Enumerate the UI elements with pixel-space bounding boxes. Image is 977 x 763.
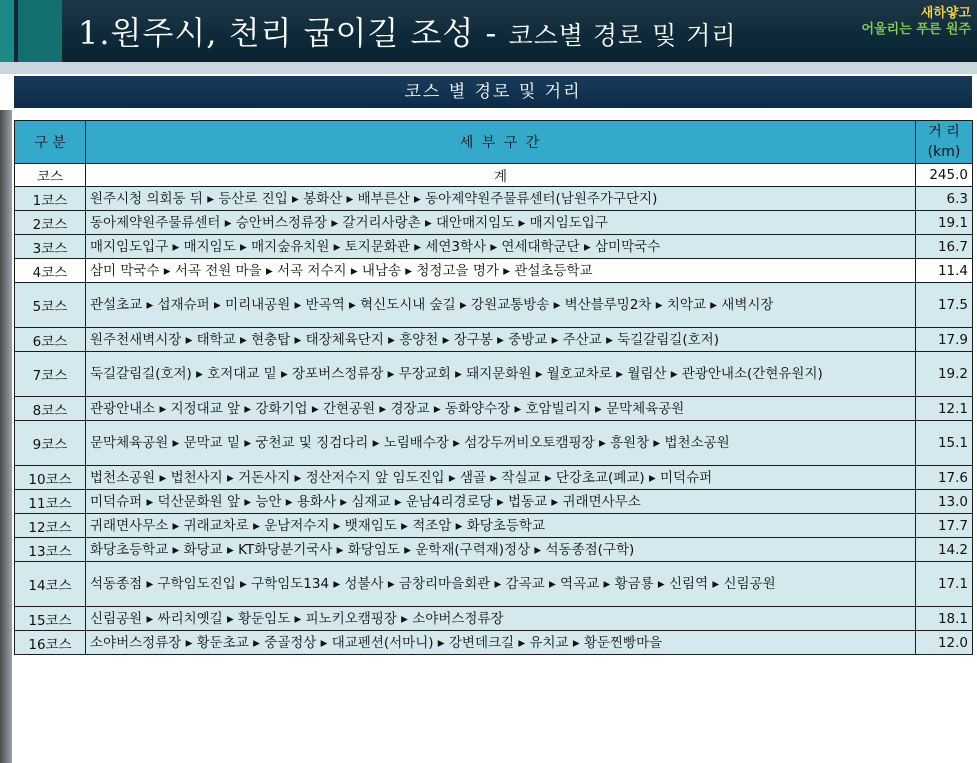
total-value: 245.0 — [916, 164, 973, 187]
distance-cell: 12.0 — [916, 631, 973, 655]
route-cell: 석동종점 ▸ 구학임도진입 ▸ 구학임도134 ▸ 성불사 ▸ 금창리마을회관 ▸ 감곡교 ▸ 역곡교 ▸ 황금룡 ▸ 신림역 ▸ 신림공원 — [86, 562, 916, 607]
distance-cell: 17.1 — [916, 562, 973, 607]
distance-cell: 12.1 — [916, 397, 973, 421]
header-category: 구 분 — [15, 121, 86, 164]
distance-cell: 17.9 — [916, 328, 973, 352]
table-row — [15, 562, 973, 607]
route-cell: 둑길갈림길(호저) ▸ 호저대교 밑 ▸ 장포버스정류장 ▸ 무장교회 ▸ 돼지문화원 ▸ 월호교차로 ▸ 월림산 ▸ 관광안내소(간현유원지) — [86, 352, 916, 397]
route-cell: 소야버스정류장 ▸ 황둔초교 ▸ 중골정상 ▸ 대교펜션(서마니) ▸ 강변데크길 ▸ 유치교 ▸ 황둔찐빵마을 — [86, 631, 916, 655]
course-cell: 11코스 — [15, 490, 86, 514]
route-cell: 관설초교 ▸ 섭재슈퍼 ▸ 미리내공원 ▸ 반곡역 ▸ 혁신도시내 숲길 ▸ 강원교통방송 ▸ 벽산블루밍2차 ▸ 치악교 ▸ 새벽시장 — [86, 283, 916, 328]
course-cell: 14코스 — [15, 562, 86, 607]
header-route: 세 부 구 간 — [86, 121, 916, 164]
route-cell: 법천소공원 ▸ 법천사지 ▸ 거돈사지 ▸ 정산저수지 앞 임도진입 ▸ 샘골 ▸ 작실교 ▸ 단강초교(폐교) ▸ 미덕슈퍼 — [86, 466, 916, 490]
route-cell: 삼미 막국수 ▸ 서곡 전원 마을 ▸ 서곡 저수지 ▸ 내남송 ▸ 청정고을 명가 ▸ 관설초등학교 — [86, 259, 916, 283]
table-row — [15, 514, 973, 538]
page-title — [78, 8, 737, 54]
distance-cell: 11.4 — [916, 259, 973, 283]
header-distance-label: 거 리 — [928, 124, 960, 140]
distance-cell: 13.0 — [916, 490, 973, 514]
title-subtitle: 코스별 경로 및 거리 — [508, 21, 737, 50]
route-cell: 미덕슈퍼 ▸ 덕산문화원 앞 ▸ 능안 ▸ 용화사 ▸ 심재교 ▸ 운남4리경로당 ▸ 법동교 ▸ 귀래면사무소 — [86, 490, 916, 514]
distance-cell: 16.7 — [916, 235, 973, 259]
table-row — [15, 607, 973, 631]
course-cell: 12코스 — [15, 514, 86, 538]
title-main: 1.원주시, 천리 굽이길 조성 - — [78, 14, 509, 52]
total-mid: 계 — [86, 164, 916, 187]
route-cell: 화당초등학교 ▸ 화당교 ▸ KT화당분기국사 ▸ 화당임도 ▸ 운학재(구력재)정상 ▸ 석동종점(구학) — [86, 538, 916, 562]
distance-cell: 14.2 — [916, 538, 973, 562]
route-cell: 원주천새벽시장 ▸ 태학교 ▸ 현충탑 ▸ 태장체육단지 ▸ 흥양천 ▸ 장구봉 ▸ 중방교 ▸ 주산교 ▸ 둑길갈림길(호저) — [86, 328, 916, 352]
course-cell: 15코스 — [15, 607, 86, 631]
route-cell: 원주시청 의회동 뒤 ▸ 등산로 진입 ▸ 봉화산 ▸ 배부른산 ▸ 동아제약원주물류센터(남원주가구단지) — [86, 187, 916, 211]
route-cell: 관광안내소 ▸ 지정대교 앞 ▸ 강화기업 ▸ 간현공원 ▸ 경장교 ▸ 동화양수장 ▸ 호암빌리지 ▸ 문막체육공원 — [86, 397, 916, 421]
table-header-row — [15, 121, 973, 164]
table-row — [15, 538, 973, 562]
course-cell: 2코스 — [15, 211, 86, 235]
course-cell: 9코스 — [15, 421, 86, 466]
table-row — [15, 211, 973, 235]
section-title: 코스 별 경로 및 거리 — [14, 76, 972, 108]
header-distance — [916, 121, 973, 164]
course-cell: 3코스 — [15, 235, 86, 259]
route-cell: 문막체육공원 ▸ 문막교 밑 ▸ 궁천교 및 징검다리 ▸ 노림배수장 ▸ 섬강두꺼비오토캠핑장 ▸ 흥원창 ▸ 법천소공원 — [86, 421, 916, 466]
table-row — [15, 397, 973, 421]
distance-cell: 17.5 — [916, 283, 973, 328]
table-row — [15, 490, 973, 514]
route-cell: 귀래면사무소 ▸ 귀래교차로 ▸ 운남저수지 ▸ 뱃재임도 ▸ 적조암 ▸ 화당초등학교 — [86, 514, 916, 538]
left-edge-decoration — [0, 110, 12, 763]
course-cell: 13코스 — [15, 538, 86, 562]
title-banner — [0, 0, 977, 62]
course-table — [14, 120, 973, 655]
table-row — [15, 421, 973, 466]
table-row — [15, 466, 973, 490]
distance-cell: 6.3 — [916, 187, 973, 211]
distance-cell: 19.2 — [916, 352, 973, 397]
table-row — [15, 631, 973, 655]
distance-cell: 19.1 — [916, 211, 973, 235]
logo-line-2: 어울리는 푸른 원주 — [861, 22, 971, 37]
table-row — [15, 283, 973, 328]
course-cell: 7코스 — [15, 352, 86, 397]
total-row — [15, 164, 973, 187]
table-row — [15, 328, 973, 352]
table-row — [15, 235, 973, 259]
city-logo — [861, 6, 971, 38]
course-cell: 1코스 — [15, 187, 86, 211]
course-cell: 5코스 — [15, 283, 86, 328]
table-row — [15, 352, 973, 397]
course-cell: 8코스 — [15, 397, 86, 421]
route-cell: 신림공원 ▸ 싸리치옛길 ▸ 황둔임도 ▸ 피노키오캠핑장 ▸ 소야버스정류장 — [86, 607, 916, 631]
course-cell: 6코스 — [15, 328, 86, 352]
total-label: 코스 — [15, 164, 86, 187]
course-cell: 4코스 — [15, 259, 86, 283]
header-distance-unit: (km) — [927, 144, 961, 160]
banner-accent — [0, 0, 62, 62]
logo-line-1: 새하얗고 — [920, 6, 971, 21]
course-cell: 16코스 — [15, 631, 86, 655]
table-row — [15, 187, 973, 211]
route-cell: 매지임도입구 ▸ 매지임도 ▸ 매지숲유치원 ▸ 토지문화관 ▸ 세연3학사 ▸ 연세대학군단 ▸ 삼미막국수 — [86, 235, 916, 259]
header-divider — [0, 62, 977, 74]
route-cell: 동아제약원주물류센터 ▸ 승안버스정류장 ▸ 갈거리사랑촌 ▸ 대안매지임도 ▸ 매지임도입구 — [86, 211, 916, 235]
distance-cell: 17.6 — [916, 466, 973, 490]
distance-cell: 17.7 — [916, 514, 973, 538]
table-row — [15, 259, 973, 283]
course-cell: 10코스 — [15, 466, 86, 490]
distance-cell: 15.1 — [916, 421, 973, 466]
distance-cell: 18.1 — [916, 607, 973, 631]
